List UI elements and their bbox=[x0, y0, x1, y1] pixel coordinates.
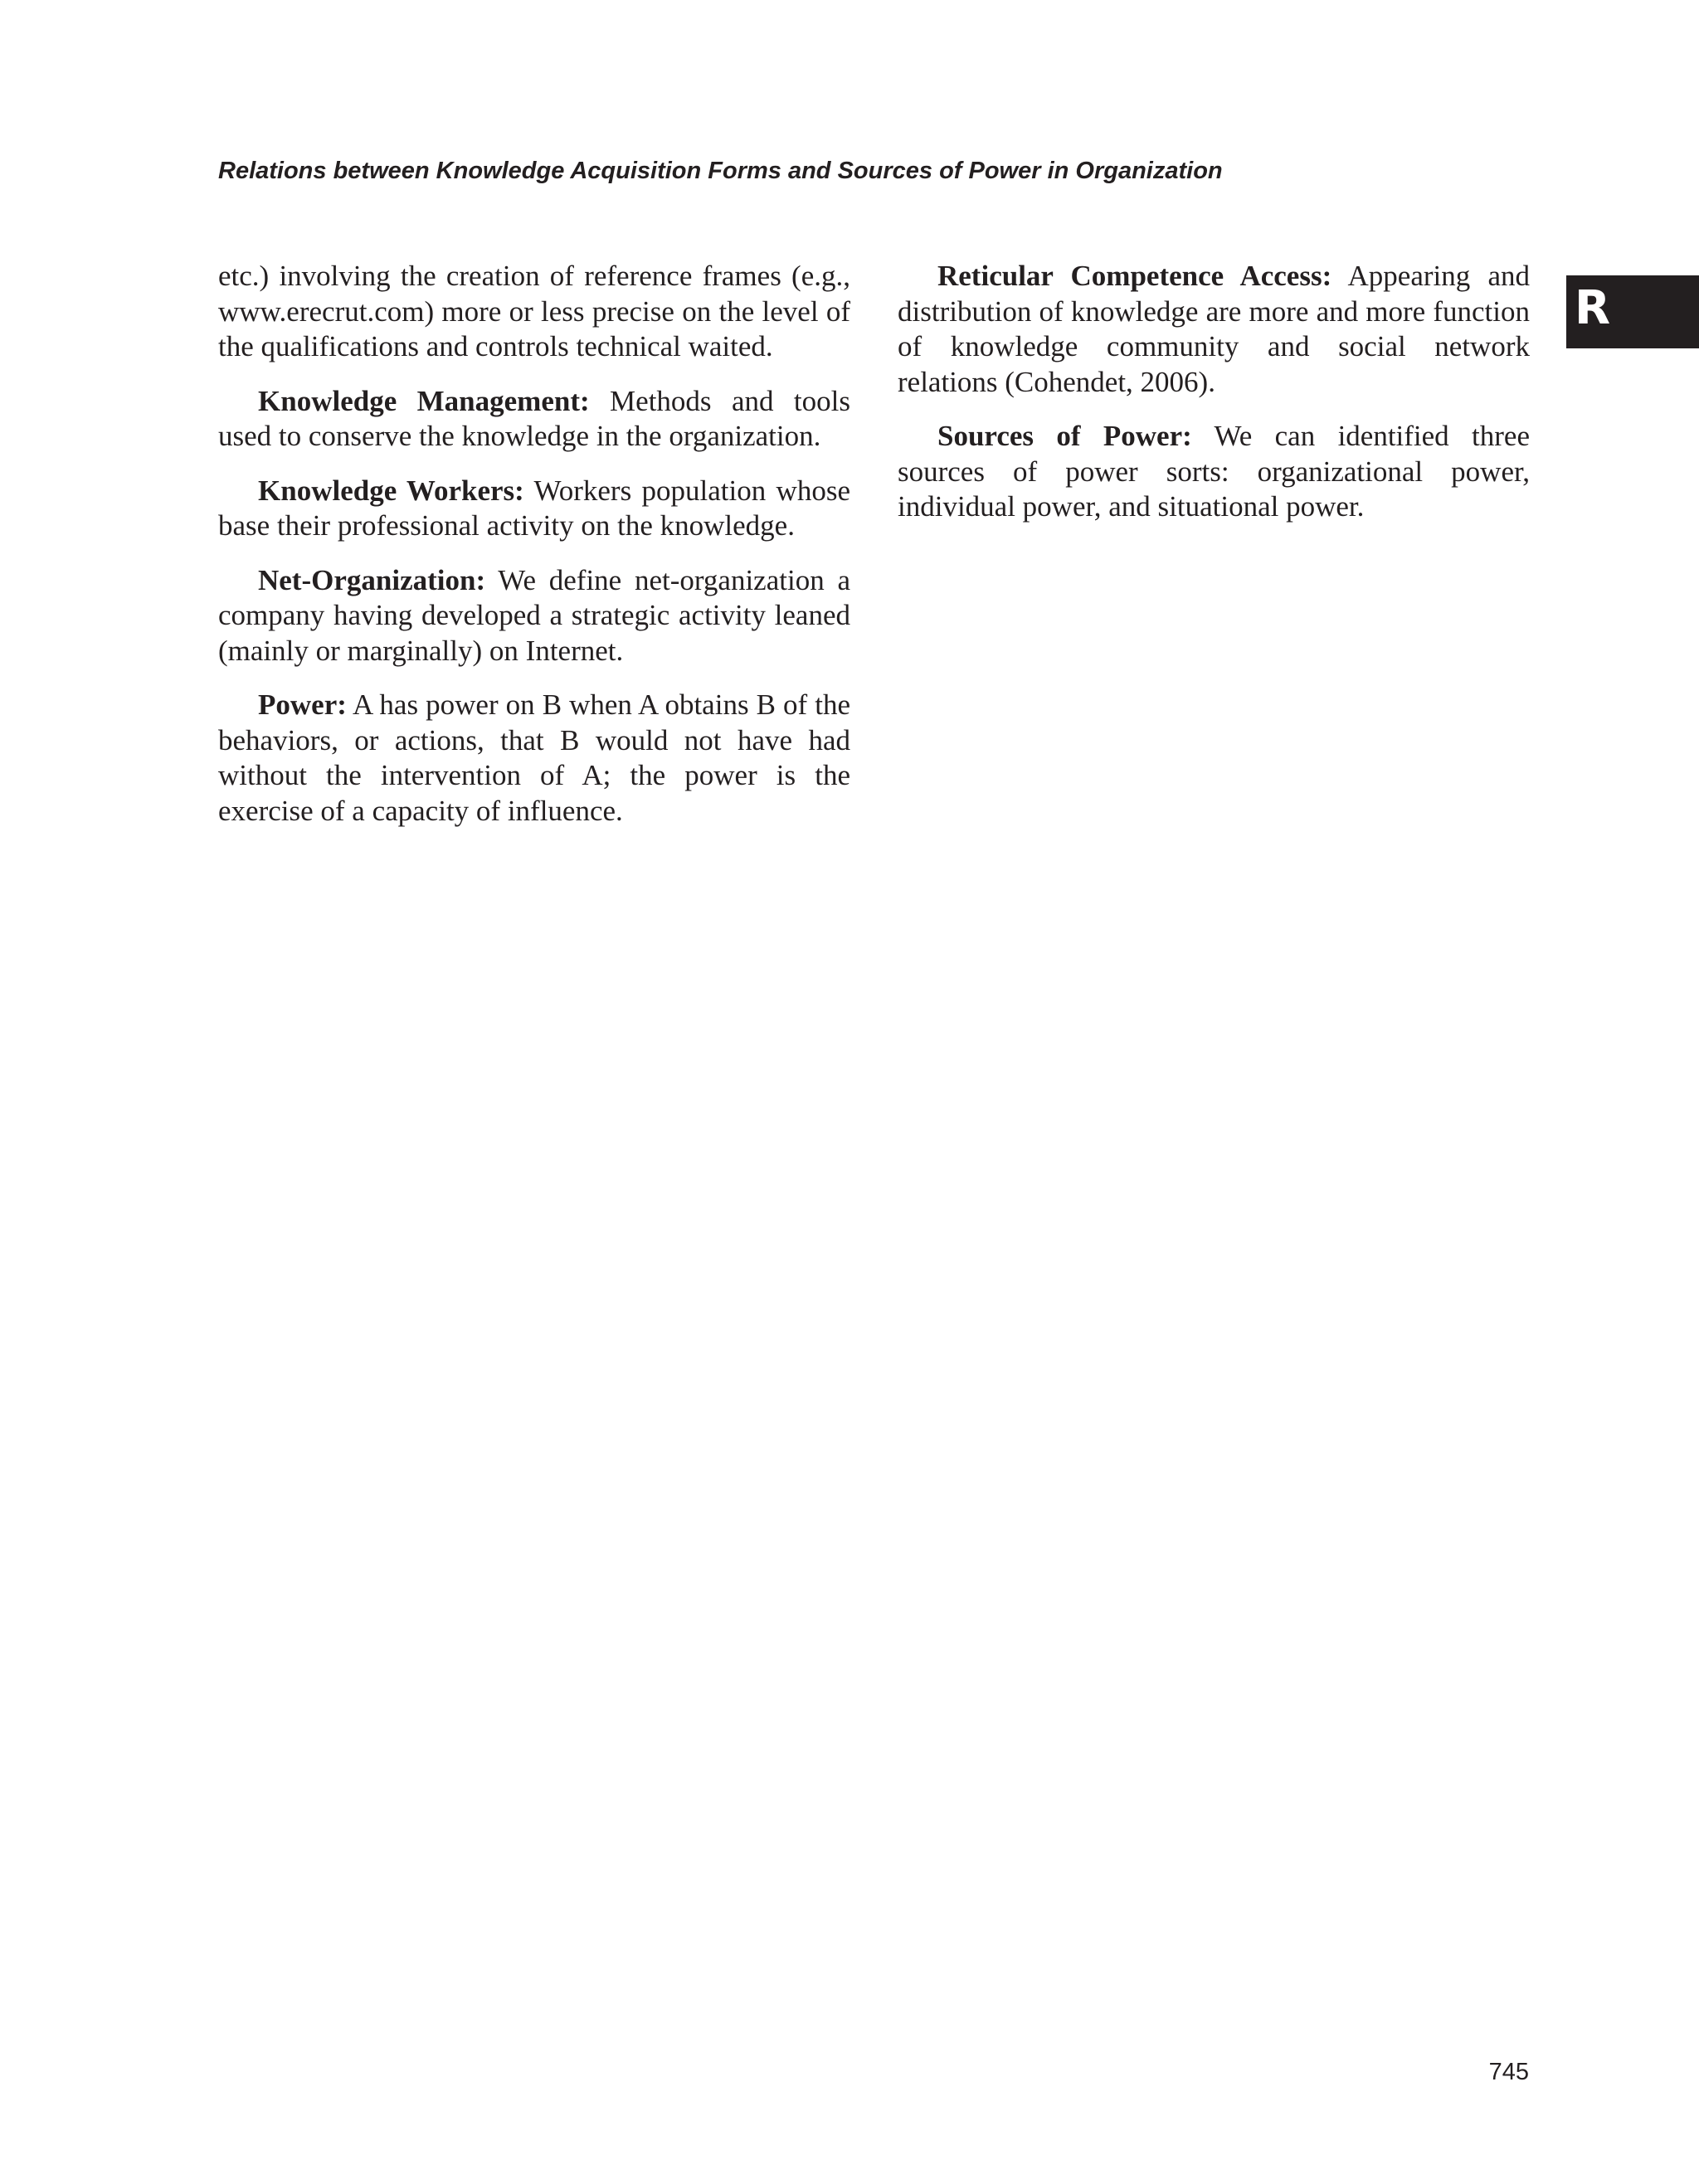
left-column bbox=[218, 259, 850, 848]
glossary-entry-power bbox=[218, 688, 850, 829]
glossary-term: Reticular Competence Access: bbox=[937, 260, 1332, 292]
glossary-definition: Appearing and distribution of knowledge are more and more function of knowledge community and social network relations (Cohendet, 2006). bbox=[898, 260, 1530, 398]
glossary-definition: We define net-organization a company having developed a strategic activity leaned (mainly or marginally) on Internet. bbox=[218, 563, 850, 667]
running-header-title: Relations between Knowledge Acquisition Forms and Sources of Power in Organization bbox=[218, 158, 1223, 184]
glossary-entry-sources-of-power bbox=[898, 419, 1530, 525]
right-column bbox=[898, 259, 1530, 544]
glossary-term: Sources of Power: bbox=[937, 420, 1192, 452]
page-number: 745 bbox=[1488, 2059, 1529, 2085]
glossary-entry-reticular-competence-access bbox=[898, 259, 1530, 400]
glossary-definition: A has power on B when A obtains B of the behaviors, or actions, that B would not have had without the intervention of A; the power is the exercise of a capacity of influence. bbox=[218, 688, 850, 827]
glossary-entry-knowledge-management bbox=[218, 384, 850, 455]
glossary-term: Power: bbox=[258, 688, 347, 721]
glossary-term: Knowledge Management: bbox=[258, 384, 590, 417]
glossary-definition: We can identified three sources of power sorts: organizational power, individual power, and situational power. bbox=[898, 420, 1530, 523]
glossary-entry-knowledge-workers bbox=[218, 474, 850, 544]
glossary-definition: Workers population whose base their professional activity on the knowledge. bbox=[218, 474, 850, 542]
glossary-term: Net-Organization: bbox=[258, 563, 486, 596]
continuation-paragraph: etc.) involving the creation of reference frames (e.g., www.erecrut.com) more or less precise on the level of the qualifications and controls technical waited. bbox=[218, 260, 850, 362]
section-letter-tab bbox=[1566, 275, 1699, 348]
section-letter: R bbox=[1575, 281, 1611, 335]
glossary-definition: Methods and tools used to conserve the knowledge in the organization. bbox=[218, 384, 850, 452]
glossary-entry-net-organization bbox=[218, 563, 850, 669]
glossary-term: Knowledge Workers: bbox=[258, 474, 524, 507]
